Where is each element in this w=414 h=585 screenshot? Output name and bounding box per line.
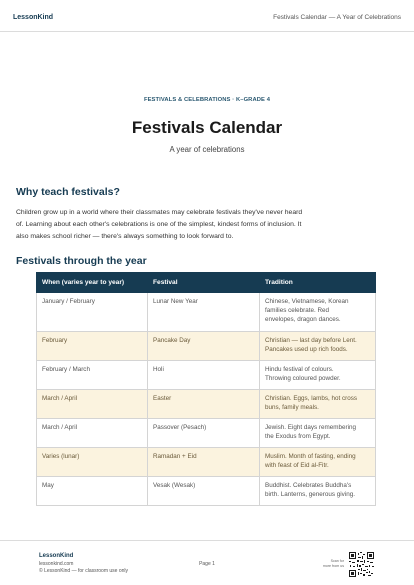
table-row: [37, 448, 376, 477]
cell-festival: Holi: [148, 361, 260, 390]
intro-line: also makes school richer — there's always something to look forward to.: [16, 233, 234, 240]
tradition-line: Jewish. Eight days remembering: [265, 424, 356, 431]
intro-paragraph: [16, 207, 400, 243]
table-row: [37, 361, 376, 390]
intro-line: Children grow up in a world where their classmates may celebrate festivals they've never heard: [16, 209, 303, 216]
tradition-line: Throwing coloured powder.: [265, 375, 341, 382]
column-header-when: When (varies year to year): [37, 273, 148, 293]
cell-festival: Easter: [148, 390, 260, 419]
cell-tradition: [260, 419, 376, 448]
tradition-line: envelopes, dragon dances.: [265, 316, 341, 323]
table-row: [37, 293, 376, 332]
document-title: Festivals Calendar — A Year of Celebrations: [273, 14, 401, 21]
cell-when: January / February: [37, 293, 148, 332]
cell-tradition: [260, 361, 376, 390]
page-footer: [0, 540, 414, 585]
qr-caption: [314, 559, 344, 568]
qr-code-icon[interactable]: [349, 552, 374, 577]
tradition-line: Christian. Eggs, lambs, hot cross: [265, 395, 358, 402]
tradition-line: the Exodus from Egypt.: [265, 433, 331, 440]
table-row: [37, 477, 376, 506]
page-number: Page 1: [199, 561, 215, 567]
cell-when: Varies (lunar): [37, 448, 148, 477]
cell-tradition: [260, 477, 376, 506]
tradition-line: birth. Lanterns, generous giving.: [265, 491, 355, 498]
cell-tradition: [260, 332, 376, 361]
page-subtitle: A year of celebrations: [169, 145, 245, 154]
cell-festival: Vesak (Wesak): [148, 477, 260, 506]
table-header-row: [37, 273, 376, 293]
cell-tradition: [260, 390, 376, 419]
tradition-line: Christian — last day before Lent.: [265, 337, 357, 344]
cell-when: March / April: [37, 390, 148, 419]
column-header-tradition: Tradition: [260, 273, 376, 293]
tradition-line: Pancakes used up rich foods.: [265, 346, 348, 353]
tradition-line: families celebrate. Red: [265, 307, 330, 314]
footer-copyright: © LessonKind — for classroom use only: [39, 568, 129, 574]
table-row: [37, 332, 376, 361]
column-header-festival: Festival: [148, 273, 260, 293]
section-heading-festivals: Festivals through the year: [16, 255, 147, 267]
cell-festival: Ramadan + Eid: [148, 448, 260, 477]
tradition-line: Chinese, Vietnamese, Korean: [265, 298, 349, 305]
tradition-line: Hindu festival of colours.: [265, 366, 334, 373]
tradition-line: buns, family meals.: [265, 404, 319, 411]
footer-brand: LessonKind: [39, 553, 74, 559]
qr-caption-line: more from us: [322, 563, 344, 568]
eyebrow-label: FESTIVALS & CELEBRATIONS · K–GRADE 4: [143, 97, 271, 103]
intro-line: of. Learning about each other's celebrations is one of the simplest, kindest forms of inclusion. It: [16, 221, 302, 228]
cell-festival: Pancake Day: [148, 332, 260, 361]
cell-festival: Lunar New Year: [148, 293, 260, 332]
page-title: Festivals Calendar: [131, 118, 283, 137]
festivals-table: [36, 272, 376, 506]
cell-when: February: [37, 332, 148, 361]
cell-festival: Passover (Pesach): [148, 419, 260, 448]
tradition-line: Buddhist. Celebrates Buddha's: [265, 482, 352, 489]
cell-tradition: [260, 448, 376, 477]
tradition-line: with feast of Eid al-Fitr.: [265, 462, 329, 469]
cell-when: May: [37, 477, 148, 506]
top-header: [0, 0, 414, 32]
brand-logo[interactable]: LessonKind: [13, 14, 54, 21]
cell-when: February / March: [37, 361, 148, 390]
cell-tradition: [260, 293, 376, 332]
table-row: [37, 419, 376, 448]
footer-site-link[interactable]: lessonkind.com: [39, 561, 74, 567]
cell-when: March / April: [37, 419, 148, 448]
tradition-line: Muslim. Month of fasting, ending: [265, 453, 356, 460]
section-heading-why: Why teach festivals?: [16, 186, 120, 198]
qr-caption-line: Scan for: [330, 559, 344, 563]
table-row: [37, 390, 376, 419]
